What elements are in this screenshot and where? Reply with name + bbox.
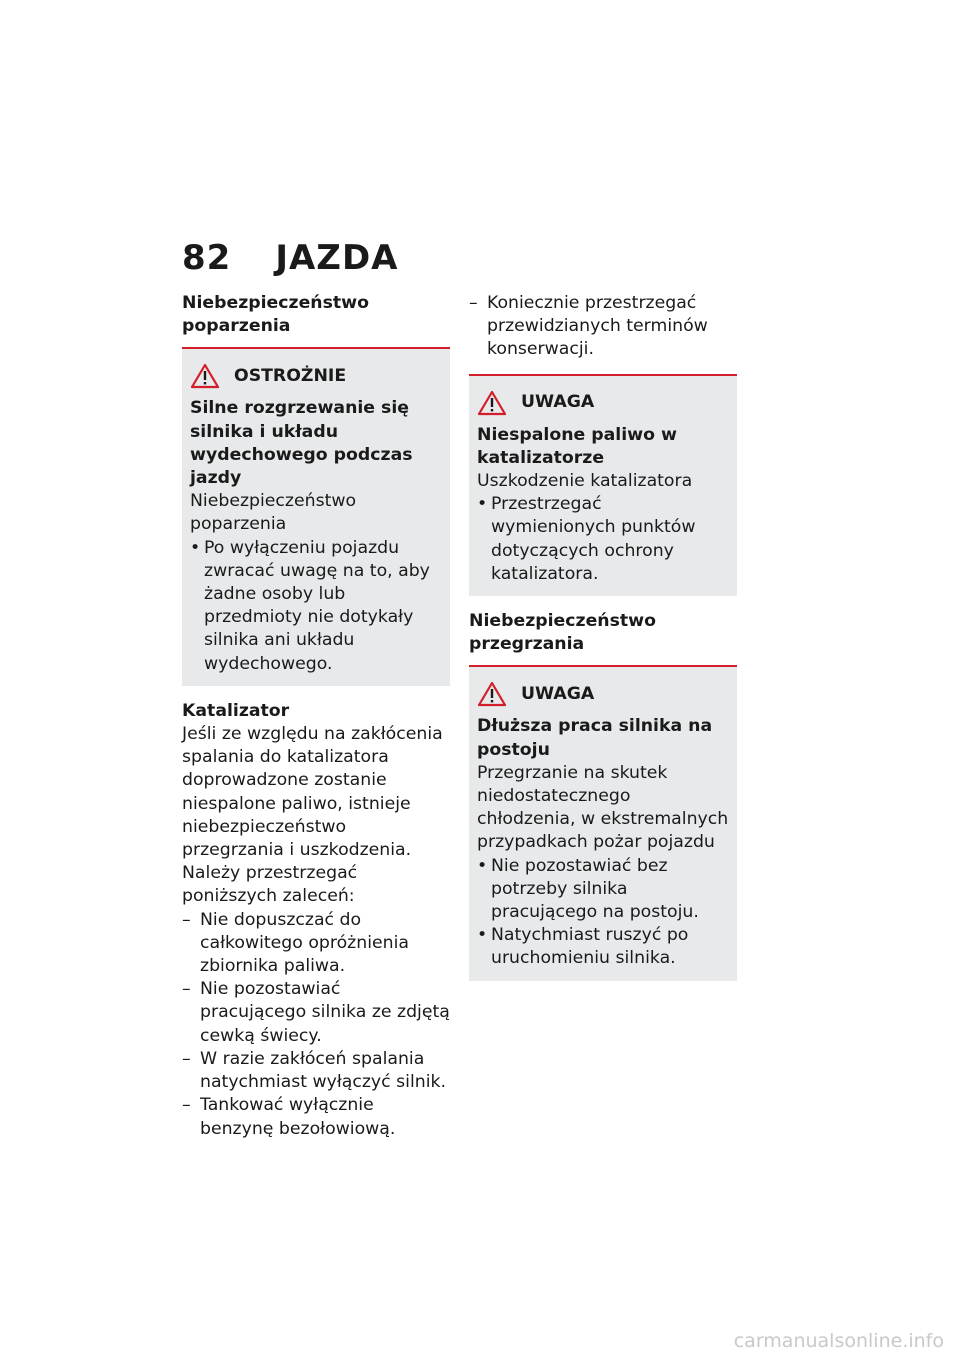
caution-box — [182, 349, 450, 685]
caution-bullet: • Po wyłączeniu pojazdu zwracać uwagę na to, aby żadne osoby lub przedmioty nie dotykały silnika ani układu wydechowego. — [190, 537, 442, 676]
caution-label: OSTROŻNIE — [234, 365, 347, 386]
notice-box-overheat — [469, 667, 737, 980]
notice-text: Uszkodzenie katalizatora — [477, 471, 693, 492]
right-column — [469, 292, 737, 981]
section-title-burn: Niebezpieczeństwo poparzenia — [182, 293, 369, 337]
catalyst-instructions: Należy przestrzegać poniższych zaleceń: — [182, 863, 358, 907]
caution-heading: Silne rozgrzewanie się silnika i układu wydechowego podczas jazdy — [190, 398, 413, 489]
dash-item: – Nie dopuszczać do całkowitego opróżnienia zbiornika paliwa. — [182, 909, 450, 979]
caution-box-title — [190, 363, 442, 389]
page-number: 82 — [182, 238, 232, 278]
dash-item: – Tankować wyłącznie benzynę bezołowiową. — [182, 1094, 450, 1140]
section-title-catalyst: Katalizator — [182, 700, 290, 721]
notice-box-title — [477, 681, 729, 707]
watermark: carmanualsonline.info — [733, 1330, 944, 1352]
notice-bullet: • Natychmiast ruszyć po uruchomieniu silnika. — [477, 924, 729, 970]
warning-triangle-icon — [190, 363, 220, 389]
notice-heading: Niespalone paliwo w katalizatorze — [477, 424, 677, 468]
chapter-title: JAZDA — [275, 238, 399, 278]
notice-text: Przegrzanie na skutek niedostatecznego chłodzenia, w ekstremalnych przypadkach pożar pojazdu — [477, 762, 729, 853]
warning-triangle-icon — [477, 681, 507, 707]
catalyst-paragraph: Jeśli ze względu na zakłócenia spalania do katalizatora doprowadzone zostanie niespalone paliwo, istnieje niebezpieczeństwo przegrzania i uszkodzenia. — [182, 724, 443, 861]
notice-box-title — [477, 390, 729, 416]
notice-heading: Dłuższa praca silnika na postoju — [477, 716, 713, 760]
warning-triangle-icon — [477, 390, 507, 416]
caution-text: Niebezpieczeństwo poparzenia — [190, 491, 357, 535]
dash-item: – Koniecznie przestrzegać przewidzianych terminów konserwacji. — [469, 292, 737, 362]
section-title-overheat: Niebezpieczeństwo przegrzania — [469, 611, 656, 655]
notice-bullet: • Przestrzegać wymienionych punktów dotyczących ochrony katalizatora. — [477, 493, 729, 586]
notice-label: UWAGA — [521, 683, 595, 704]
notice-box-catalyst — [469, 376, 737, 596]
left-column — [182, 292, 450, 1141]
page-header — [182, 238, 398, 278]
notice-label: UWAGA — [521, 392, 595, 412]
dash-item: – W razie zakłóceń spalania natychmiast wyłączyć silnik. — [182, 1048, 450, 1094]
notice-bullet: • Nie pozostawiać bez potrzeby silnika pracującego na postoju. — [477, 855, 729, 925]
dash-item: – Nie pozostawiać pracującego silnika ze zdjętą cewką świecy. — [182, 978, 450, 1048]
